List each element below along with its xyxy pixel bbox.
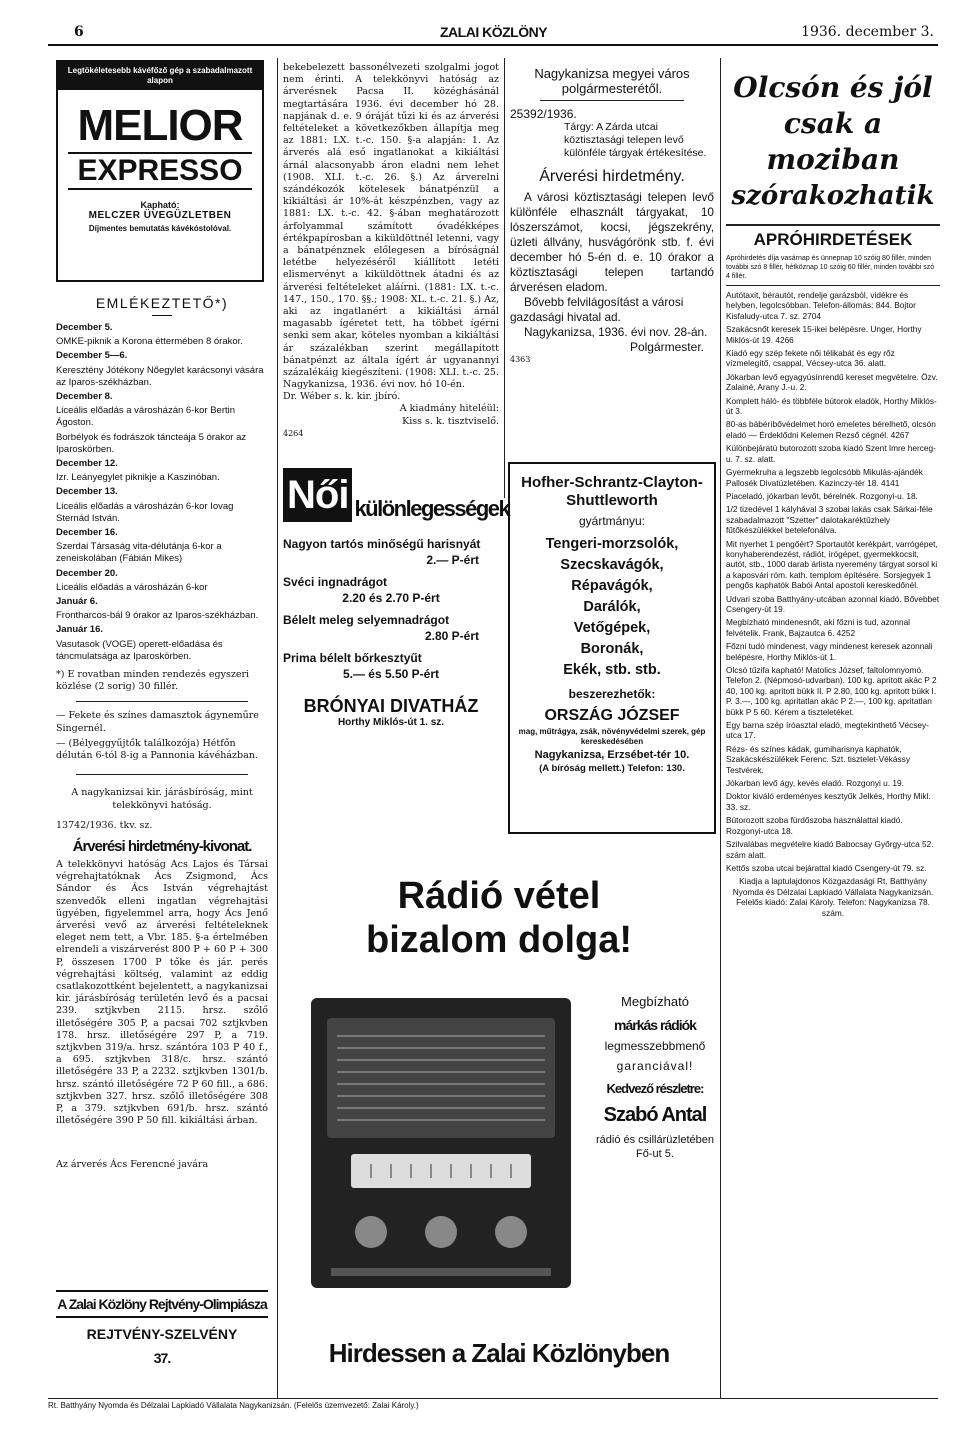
cinema-line: Olcsón és jól xyxy=(733,71,933,104)
women-item: Bélelt meleg selyemnadrágot xyxy=(283,613,450,627)
reminder-entry: OMKE-piknik a Korona éttermében 8 órakor. xyxy=(56,336,243,348)
cinema-ad xyxy=(726,70,940,211)
radio-headline-2: bizalom dolga! xyxy=(366,919,632,961)
hofher-dealer: ORSZÁG JÓZSEF xyxy=(544,707,680,724)
auction-place-date: Nagykanizsa, 1936. évi nov. hó 10-én. xyxy=(283,379,465,390)
hofher-made-by: gyártmányu: xyxy=(578,514,646,528)
small-notice: — (Bélyeggyűjtők találkozója) Hétfőn délután 6-tól 8-ig a Pannonia kávéházban. xyxy=(56,737,258,762)
reminder-entry: Liceális előadás a városházán 6-kor xyxy=(56,581,208,593)
hofher-product: Tengeri-morzsolók, xyxy=(545,536,679,552)
classified-item: Udvari szoba Batthyány-utcában azonnal kiadó. Bővebbet Csengery-út 19. xyxy=(726,593,940,614)
women-item: Nagyon tartós minőségű harisnyát xyxy=(283,537,481,551)
classified-item: Szilvalábas megvételre kiadó Babocsay Győrgy-utca 52. szám alatt. xyxy=(726,839,934,860)
reminder-entry: Izr. Leányegylet piknikje a Kaszinóban. xyxy=(56,472,220,484)
classified-item: Főzni tudó mindenest, vagy mindenest keresek azonnali belépésre, Horthy Miklós-út 1. xyxy=(726,641,933,662)
women-items xyxy=(283,536,499,682)
melior-sold-at: Kapható: xyxy=(140,200,180,210)
classified-item: Egy barna szép íróasztal eladó, megtekinthető Vécsey-utca 17. xyxy=(726,720,929,741)
puzzle-number: 37. xyxy=(153,1350,171,1366)
reminder-entry: Január 16. xyxy=(56,624,103,636)
city-subject: Tárgy: A Zárda utcai köztisztasági telepen levő különféle tárgyak értékesítése. xyxy=(564,121,707,159)
women-item: Svéci ingnadrágot xyxy=(283,575,388,589)
women-item-price: 5.— és 5.50 P-ért xyxy=(342,667,440,681)
classified-item: Piaceladó, jókarban levőt, bérelnék. Rozgonyi-u. 18. xyxy=(726,490,918,501)
classified-item: Autótaxit, bérautót, rendelje garázsból, vidékre és helyben, legolcsóbban. Telefon-állomás: 844. Bojtor Kisfaludy-utca 7. sz. 2704 xyxy=(726,290,916,321)
classified-item: Megbízható mindenesnőt, aki főzni is tud, azonnal felvételik. Frank, Bajzautca 6. 4252 xyxy=(726,617,911,638)
cinema-line: csak a moziban xyxy=(766,107,900,176)
auction-certified: A kiadmány hiteléül: xyxy=(399,403,499,415)
classified-item: Jókarban levő egyagyúsínrendű kereset megvételre. Özv. Zalainé, Arany J.-u. 2. xyxy=(726,371,938,393)
radio-headline-1: Rádió vétel xyxy=(397,875,601,917)
hofher-product: Ekék, stb. stb. xyxy=(563,662,661,678)
women-item-price: 2.— P-ért xyxy=(426,553,479,567)
hofher-product: Szecskavágók, xyxy=(560,557,664,573)
hofher-product: Boronák, xyxy=(580,641,644,657)
small-notice: — Fekete és színes damasztok ágyneműre Singernél. xyxy=(56,710,259,734)
city-notice xyxy=(510,66,714,366)
column-rule xyxy=(277,58,278,1398)
classified-item: Különbejáratú butorozott szoba kiadó Szent Imre herceg-u. 7. sz. alatt. xyxy=(726,443,936,464)
classified-item: Szakácsnőt keresek 15-ikei belépésre. Unger, Horthy Miklós-út 19. 4266 xyxy=(726,324,922,345)
auction-continued-body: bekebelezett bassonélvezeti szolgalmi jogot nem érinti. A telekkönyvi hatóság az árverésnek Pacsa II. közéghásánál megtartására 1936. évi december hó 28. napjának d. e. 9 óráját tűzi ki és az árverési feltételeket a következőkben állapítja meg az 1881: LX. t.-c. 150. §-a alapján: 1. Az árverés alá eső ingatlanokat a kikiáltási árnál alacsonyabb áron eladni nem lehet (1908. XLI. t.-c. 26. §.) Az árverelni szándékozók kötelesek bánatpénzül a kikiáltási ár 10%-át készpénzben, vagy az 1881: LX. t.-c. 42. §-ában meghatározott árfolyammal számított óvadékképes értékpapírosban a kiküldöttnél letenni, vagy a bánatpénznek előlegesen a bíróságnál letétbe helyezéséről kiállított letéti elismervényt a kiküldöttnek átadni és az árverési feltételeket aláírni. (1881: LX. t.-c. 147., 150., 170. §§.; 1908: XL. t.-c. 21. §.) Az, aki az ingatlanért a kikiáltási árnál magasabb ígéretet tett, ha többet ígérni senki sem akar, köteles nyomban a kikiáltási ár százalékban szerint megállapított bánatpénzt az általa ígért ár ugyanannyi százalékáig kiegészíteni. (1908: XLI. t.-c. 25. xyxy=(283,62,499,377)
auction-clerk: Kiss s. k. tisztviselő. xyxy=(402,415,499,427)
city-body: A városi köztisztasági telepen levő különféle elhasznált tárgyakat, 10 lószerszámot, kocsi, jégszekrény, üzleti állvány, husvágórönk stb. f. évi december hó 5-én d. e. 10 órakor a köztisztasági telepen tartandó árverésen eladom. xyxy=(510,190,714,294)
page-header xyxy=(48,20,938,46)
auction-continued xyxy=(283,62,499,440)
city-date: Nagykanizsa, 1936. évi nov. 28-án. xyxy=(524,325,708,339)
auction-title: Árverési hirdetmény-kivonat. xyxy=(72,837,252,855)
classified-item: 1/2 tizedével 1 kályhával 3 szobai lakás csak Sárkai-féle szabadalmazott "Szetter" dalotakaréktűzhely fűtőkészülékkel betelefonálva. xyxy=(726,504,933,536)
city-title: Árverési hirdetmény. xyxy=(539,168,685,185)
city-code: 4363 xyxy=(510,355,531,364)
city-signer: Polgármester. xyxy=(629,340,704,354)
melior-note: Díjmentes bemutatás kávékóstolóval. xyxy=(88,224,232,233)
column-rule xyxy=(720,58,721,1398)
classifieds xyxy=(726,224,940,1430)
melior-brand: MELIOR xyxy=(77,101,243,150)
reminder-footnote: *) E rovatban minden rendezés egyszeri közlése (2 sorig) 30 fillér. xyxy=(56,669,250,693)
paper-title: ZALAI KÖZLÖNY xyxy=(440,24,548,40)
melior-ad xyxy=(56,60,264,282)
radio-side-1: Megbízható xyxy=(621,994,689,1009)
reminder-entry: December 16. xyxy=(56,527,118,539)
auction-body: A telekkönyvi hatóság Ács Lajos és Társai végrehajtatóknak Ács Zsigmond, Ács Sándor és Ács István végrehajtást szenvedők elleni ingatlan végrehajtási ügyében, figyelemmel arra, hogy Ács Jenő árverési vevő az árverési feltételeknek eleget nem tett, a Vbr. 185. §-a értelmében elrendeli a viszárverést 800 P + 60 P + 300 P, összesen 1700 P tőke és jár. perés végrehajtási költség, valamint az eddig csatlakozottként bejelentett, a nagykanizsai kir. járásbíróság területén levő és a pacsai 239. sztjkvben 2115. hrsz. szőlő illetőségére 305 P, a pacsai 702 sztjkvben 178. hrsz. illetőségére 297 P, a 719. sztjkvben 319/a. hrsz. szántóra 103 P 40 f., a 695. sztjkvben 318/c. hrsz. szántó illetőségére 33 P, a 2232. sztjkvben 1301/b. hrsz. szántó illetőségére 72 P 60 fill., a 686. sztjkvben 327. hrsz. szőlő illetőségére 308 P, a 379. sztjkvben 691/b. hrsz. szántó illetőségére 390 P 50 fill. kikiáltási árban. xyxy=(56,858,268,1127)
city-authority: Nagykanizsa megyei város polgármesterétől. xyxy=(534,66,690,96)
classified-item: Bútorozott szoba fürdőszoba használattal kiadó. Rozgonyi-utca 18. xyxy=(726,815,903,836)
hofher-product: Vetőgépek, xyxy=(573,620,651,636)
classified-item: Olcsó tűzifa kapható! Matolics József, faltolomnyomó. Telefon 2. (Népmosó-udvarban). 100 kg. apritott akác P 2 40, 100 kg. apritott bükk II. P 2.80, 100 kg. apritott bükk I. P. 3.—, 100 kg. apritatlan akác P 2.—, 100 kg. apritatlan bükk P 5 60. Kérem a tiszteletéket. xyxy=(726,665,937,717)
hofher-product: Darálók, xyxy=(583,599,641,615)
page-number: 6 xyxy=(74,24,84,40)
radio-side-4: garanciával! xyxy=(616,1059,694,1073)
column-rule xyxy=(504,58,505,498)
auction-closing: Az árverés Ács Ferencné javára xyxy=(56,1158,209,1170)
auction-signer: Dr. Wéber s. k. kir. jbíró. xyxy=(283,391,401,403)
classified-item: Kiadó egy szép fekete női télikabát és egy rőz vízmelegítő, csappal, Vécsey-utca 36. alatt. xyxy=(726,348,895,369)
women-item-price: 2.80 P-ért xyxy=(424,629,479,643)
radio-ad xyxy=(283,868,715,1388)
puzzle-banner: A Zalai Közlöny Rejtvény-Olimpiásza xyxy=(56,1290,268,1318)
women-address: Horthy Miklós-út 1. sz. xyxy=(337,717,445,728)
reminder-list xyxy=(56,322,268,663)
classified-item: Rézs- és színes kádak, gumiharisnya kaphatók, Szakácskészülékek Ferenc. Szt. tisztelet-Vékássy Testvérek. xyxy=(726,743,910,775)
court-authority: A nagykanizsai kir. járásbíróság, mint telekkönyvi hatóság. xyxy=(71,787,253,811)
auction-code: 4264 xyxy=(283,428,304,438)
reminder-entry: Szerdai Társaság vita-délutánja 6-kor a zeneiskolában (Fábián Mikes) xyxy=(56,541,222,565)
radio-side-3: legmesszebbmenő xyxy=(604,1039,706,1053)
hofher-product: Répavágók, xyxy=(571,578,653,594)
reminder-entry: Január 6. xyxy=(56,596,98,608)
page-footer xyxy=(48,1398,938,1410)
women-title-big: Női xyxy=(283,468,352,522)
hofher-dealer-desc: mag, műtrágya, zsák, növényvédelmi szerek, gép kereskedésében xyxy=(518,727,706,746)
women-ad xyxy=(283,452,510,862)
radio-side-2: márkás rádiók xyxy=(614,1017,696,1033)
cinema-line: szórakozhatik xyxy=(731,181,935,211)
city-info: Bővebb felvilágosítást a városi gazdasági hivatal ad. xyxy=(510,295,684,324)
hofher-phone: (A bíróság mellett.) Telefon: 130. xyxy=(539,763,685,774)
radio-receiver-illustration xyxy=(291,978,591,1308)
hofher-products xyxy=(510,534,714,681)
puzzle-coupon-label: REJTVÉNY-SZELVÉNY xyxy=(86,1326,238,1342)
reminder-entry: Borbélyok és fodrászok táncteája 5 órakor az Iparoskörben. xyxy=(56,431,247,455)
reminder-title: EMLÉKEZTETŐ*) xyxy=(95,295,229,311)
radio-side-6: Szabó Antal xyxy=(603,1104,707,1126)
reminder-entry: December 5—6. xyxy=(56,350,128,362)
radio-side-7: rádió és csillárüzletében Fő-ut 5. xyxy=(595,1134,714,1160)
hofher-sold-at: beszerezhetők: xyxy=(568,687,656,701)
classifieds-title: APRÓHIRDETÉSEK xyxy=(753,230,913,249)
issue-date: 1936. december 3. xyxy=(801,24,934,40)
melior-tagline: Legtökéletesebb kávéfőző gép a szabadalmazott alapon xyxy=(58,62,262,90)
reminder-entry: Vasutasok (VOGE) operett-előadása és táncmulatsága az Iparoskörben. xyxy=(56,638,223,662)
classified-item: Komplett háló- és többféle bútorok eladók, Horthy Miklós-út 3. xyxy=(726,395,937,417)
classified-item: Jókarban levő ágy, kevés eladó. Rozgonyi u. 19. xyxy=(726,778,904,789)
reminder-entry: Liceális előadás a városházán 6-kor Iovag Sternád István. xyxy=(56,500,234,524)
reminder-entry: December 13. xyxy=(56,486,118,498)
reminder-entry: Keresztény Jótékony Nőegylet karácsonyi vására az Iparos-székházban. xyxy=(56,364,264,388)
reminder-entry: Frontharcos-bál 9 órakor az Iparos-székházban. xyxy=(56,610,259,622)
classified-item: Gyermekruha a legszebb legolcsóbb Mikulás-ajándék Pallosék Divatüzletében. Kazinczy-tér 18. 4141 xyxy=(726,467,923,488)
melior-dealer: MELCZER ÜVEGÜZLETBEN xyxy=(88,210,232,221)
reminder-entry: Liceális előadás a városházán 6-kor Bertin Ágoston. xyxy=(56,405,236,429)
classified-item: Doktor kiváló erdeményes kesztyűk Jelkés, Horthy Mikl. 33. sz. xyxy=(726,791,931,812)
reminder-section xyxy=(56,295,268,1171)
reminder-entry: December 8. xyxy=(56,391,113,403)
radio-side-5: Kedvező részletre: xyxy=(606,1081,704,1096)
classified-item: Kettős szoba utcai bejárattal kiadó Csengery-út 79. sz. xyxy=(726,862,927,873)
women-item: Prima bélelt bőrkesztyűt xyxy=(283,651,422,665)
puzzle-coupon xyxy=(56,1290,268,1366)
classified-item: Mit nyerhet 1 pengőért? Sportautót kerékpárt, varrógépet, konyhaberendezést, rádiót, írógépet, gyermekkocsit, autót, stb., 1000 darab árlista nyeremény tárgyat sorsol ki a kaposvári róm. kath. templom építésére. Sorsjegyek 1 pengős kaphatók Babói Antal apostoli kereskedőnél. xyxy=(726,538,938,591)
classifieds-rates: Apróhirdetés díja vasárnap és ünnepnap 10 szóig 80 fillér, minden további szó 8 fillér, hétköznap 10 szóig 60 fillér, minden további szó 4 fillér. xyxy=(726,255,935,280)
reminder-entry: December 5. xyxy=(56,322,113,333)
radio-side-copy xyxy=(595,994,715,1161)
reminder-entry: December 12. xyxy=(56,458,118,470)
reminder-entry: December 20. xyxy=(56,567,118,579)
footer-imprint: Rt. Batthyány Nyomda és Délzalai Lapkiadó Vállalata Nagykanizsán. (Felelős üzemvezető: Zalai Károly.) xyxy=(48,1401,419,1410)
women-title-rest: különlegességek xyxy=(354,496,510,521)
hofher-ad xyxy=(508,462,716,834)
hofher-maker: Hofher-Schrantz-Clayton-Shuttleworth xyxy=(521,474,703,509)
classifieds-list xyxy=(726,290,940,1430)
women-shop: BRÓNYAI DIVATHÁZ xyxy=(303,696,479,716)
women-item-price: 2.20 és 2.70 P-ért xyxy=(342,591,440,605)
classified-item: 80-as bábéríbővédelmet horó emeletes bérelhető, olcsón eladó — Érdeklődni Kelemen Rezső cégnél. 4267 xyxy=(726,419,936,440)
melior-expresso: EXPRESSO xyxy=(68,152,252,190)
classified-item: Kiadja a laptulajdonos Közgazdasági Rt. Batthyány Nyomda és Délzalai Lapkiadó Vállalata Nagykanizsán. Felelős kiadó: Zalai Károly. Telefon: Nagykanizsa 78. szám. xyxy=(732,876,934,918)
city-number: 25392/1936. xyxy=(510,107,577,121)
case-number: 13742/1936. tkv. sz. xyxy=(56,819,153,831)
radio-slogan: Hirdessen a Zalai Közlönyben xyxy=(328,1338,670,1368)
hofher-address: Nagykanizsa, Erzsébet-tér 10. xyxy=(534,749,690,761)
